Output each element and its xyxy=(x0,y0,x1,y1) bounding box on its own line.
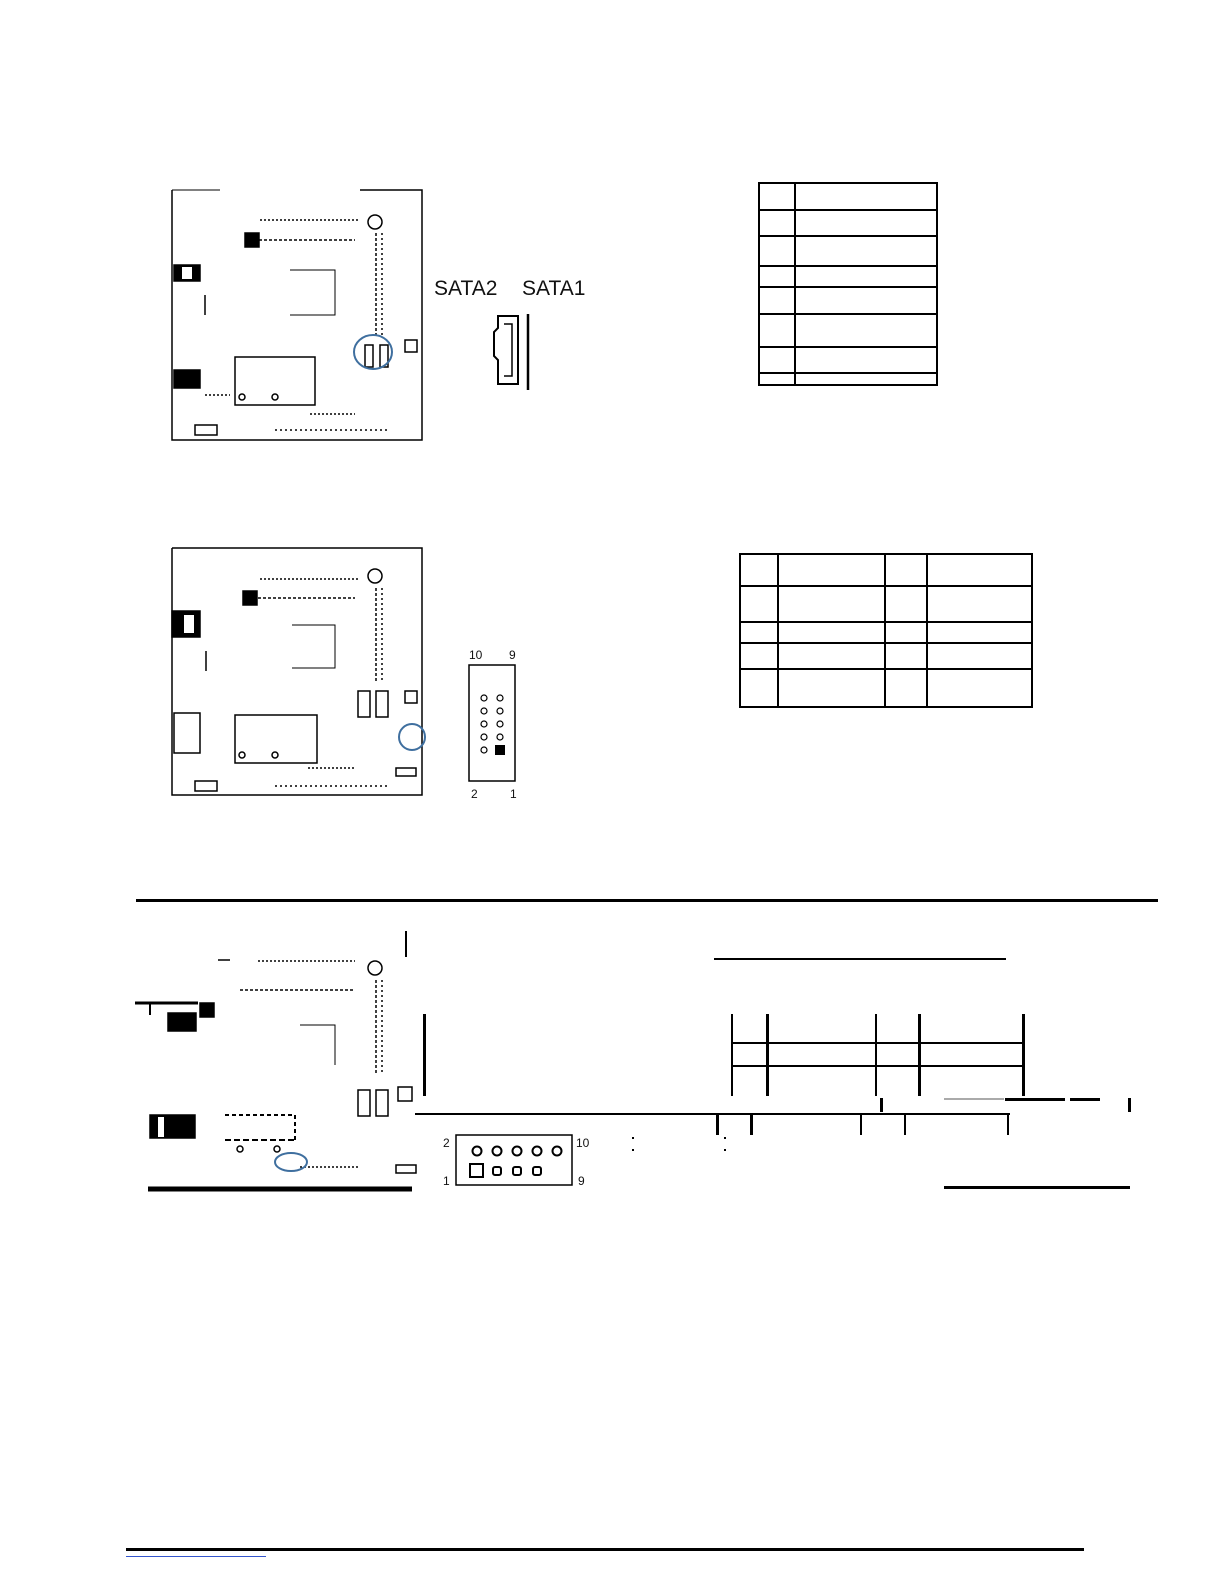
section3-vline-g xyxy=(1128,1098,1131,1112)
sata1-label: SATA1 xyxy=(522,277,586,300)
section3-vline-i xyxy=(750,1115,753,1135)
section3-bottom-line xyxy=(944,1186,1130,1189)
section3-vline-k xyxy=(904,1115,906,1135)
dot-mark-2 xyxy=(724,1137,726,1151)
section3-vline-j xyxy=(860,1115,862,1135)
section3-vline-h xyxy=(716,1115,719,1135)
section3-gray-line xyxy=(944,1098,1004,1100)
sata2-label: SATA2 xyxy=(434,277,498,300)
pin-2-label: 2 xyxy=(471,787,478,801)
section3-vline-l xyxy=(1007,1115,1009,1135)
10-pin-header-icon xyxy=(468,664,518,784)
sata-connector-icon xyxy=(490,312,540,392)
motherboard-diagram-bottom xyxy=(130,905,430,1195)
section3-hline-1 xyxy=(731,1042,1023,1044)
section3-hline-4 xyxy=(1070,1098,1100,1101)
section3-vline-e xyxy=(1022,1014,1025,1096)
motherboard-diagram-sata xyxy=(160,185,430,445)
footer-link-underline xyxy=(126,1556,266,1557)
motherboard-diagram-header xyxy=(160,543,430,803)
section3-hline-2 xyxy=(731,1065,1023,1067)
bottom-10-pin-header-icon xyxy=(455,1134,575,1188)
section3-mid-line xyxy=(415,1113,1010,1115)
section3-hline-3 xyxy=(1005,1098,1065,1101)
pin-1-label: 1 xyxy=(510,787,517,801)
section-divider xyxy=(136,899,1158,902)
section3-vline-c xyxy=(875,1014,877,1096)
sata-pin-table xyxy=(758,182,938,386)
pin-10-label: 10 xyxy=(469,648,483,662)
section3-vline-b xyxy=(766,1014,769,1096)
section3-vline-d xyxy=(918,1014,921,1096)
bottom-pin-9-label: 9 xyxy=(578,1174,585,1188)
section3-vline-a xyxy=(731,1014,733,1096)
section3-vline-f xyxy=(880,1098,883,1112)
bottom-pin-2-label: 2 xyxy=(443,1136,450,1150)
bottom-pin-10-label: 10 xyxy=(576,1136,590,1150)
bottom-pin-1-label: 1 xyxy=(443,1174,450,1188)
header-highlight-circle xyxy=(399,724,425,750)
header-pin-table xyxy=(739,553,1033,708)
dot-mark-1 xyxy=(632,1137,634,1151)
pin-9-label: 9 xyxy=(509,648,516,662)
section3-top-line xyxy=(714,958,1006,960)
section3-vline-left xyxy=(423,1014,426,1096)
footer-rule xyxy=(126,1548,1084,1551)
bottom-highlight-circle xyxy=(275,1153,307,1171)
